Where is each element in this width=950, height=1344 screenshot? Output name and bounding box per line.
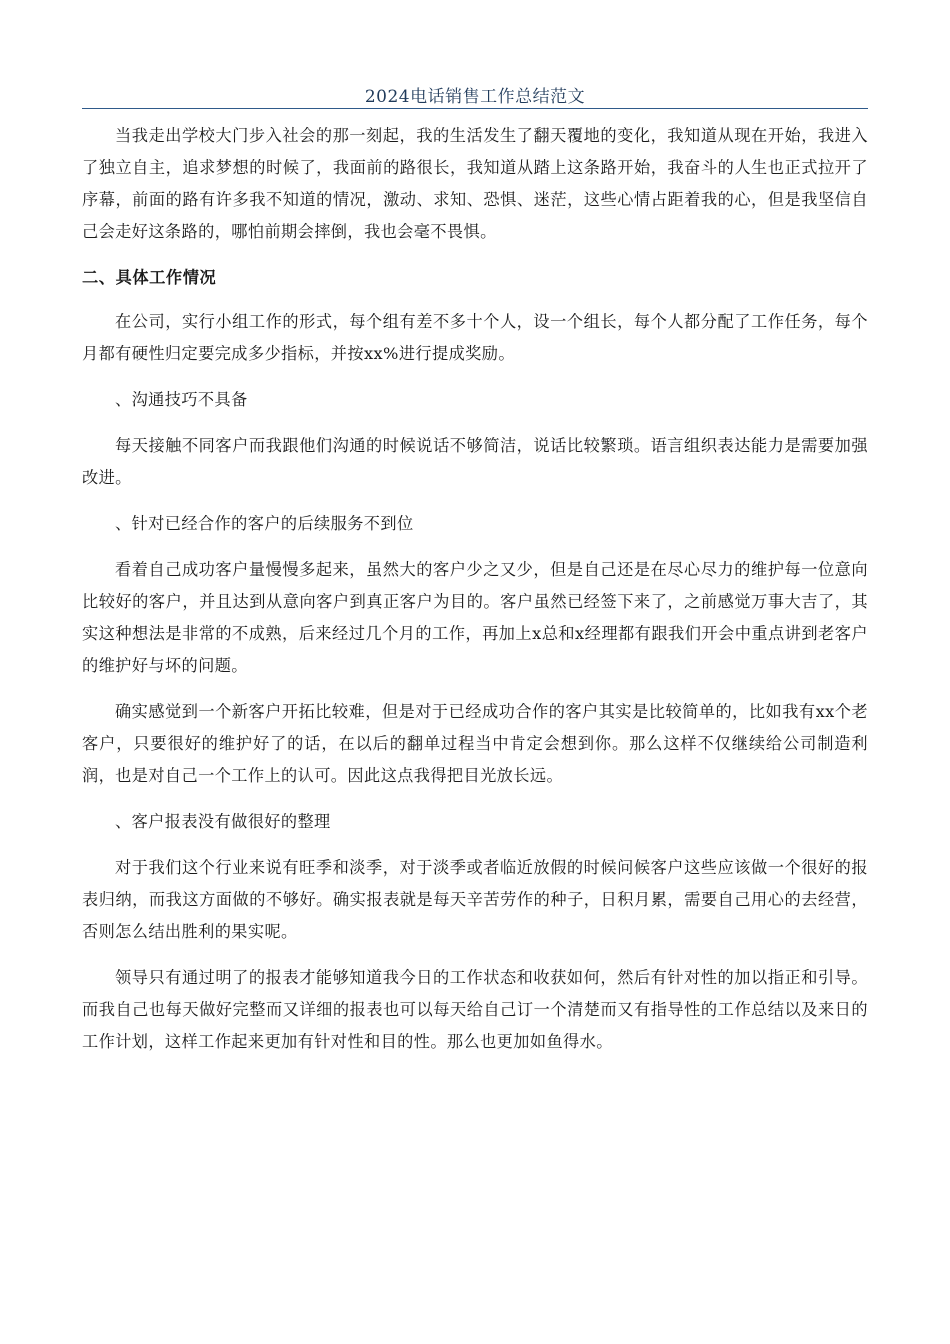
subheading-communication: 、沟通技巧不具备 [115,390,248,409]
work-mode-paragraph: 在公司，实行小组工作的形式，每个组有差不多十个人，设一个组长，每个人都分配了工作任务，每个月都有硬性归定要完成多少指标，并按xx%进行提成奖励。 [82,312,868,363]
communication-paragraph: 每天接触不同客户而我跟他们沟通的时候说话不够简洁，说话比较繁琐。语言组织表达能力是需要加强改进。 [82,436,868,487]
followup-paragraph-2: 确实感觉到一个新客户开拓比较难，但是对于已经成功合作的客户其实是比较简单的，比如我有xx个老客户，只要很好的维护好了的话，在以后的翻单过程当中肯定会想到你。那么这样不仅继续给公司制造利润，也是对自己一个工作上的认可。因此这点我得把目光放长远。 [82,702,868,785]
subheading-followup-service: 、针对已经合作的客户的后续服务不到位 [115,514,414,533]
header-divider [82,108,868,109]
document-body [82,110,868,1072]
document-header-title: 2024电话销售工作总结范文 [364,87,586,107]
section-heading: 二、具体工作情况 [82,268,217,287]
subheading-customer-reports: 、客户报表没有做很好的整理 [115,812,331,831]
intro-paragraph: 当我走出学校大门步入社会的那一刻起，我的生活发生了翻天覆地的变化，我知道从现在开始，我进入了独立自主，追求梦想的时候了，我面前的路很长，我知道从踏上这条路开始，我奋斗的人生也正式拉开了序幕，前面的路有许多我不知道的情况，激动、求知、恐惧、迷茫，这些心情占距着我的心，但是我坚信自己会走好这条路的，哪怕前期会摔倒，我也会毫不畏惧。 [82,126,868,241]
reports-paragraph-1: 对于我们这个行业来说有旺季和淡季，对于淡季或者临近放假的时候问候客户这些应该做一个很好的报表归纳，而我这方面做的不够好。确实报表就是每天辛苦劳作的种子，日积月累，需要自己用心的去经营，否则怎么结出胜利的果实呢。 [82,858,868,941]
followup-paragraph-1: 看着自己成功客户量慢慢多起来，虽然大的客户少之又少，但是自己还是在尽心尽力的维护每一位意向比较好的客户，并且达到从意向客户到真正客户为目的。客户虽然已经签下来了，之前感觉万事大吉了，其实这种想法是非常的不成熟，后来经过几个月的工作，再加上x总和x经理都有跟我们开会中重点讲到老客户的维护好与坏的问题。 [82,560,868,675]
reports-paragraph-2: 领导只有通过明了的报表才能够知道我今日的工作状态和收获如何，然后有针对性的加以指正和引导。而我自己也每天做好完整而又详细的报表也可以每天给自己订一个清楚而又有指导性的工作总结以及来日的工作计划，这样工作起来更加有针对性和目的性。那么也更加如鱼得水。 [82,968,868,1051]
